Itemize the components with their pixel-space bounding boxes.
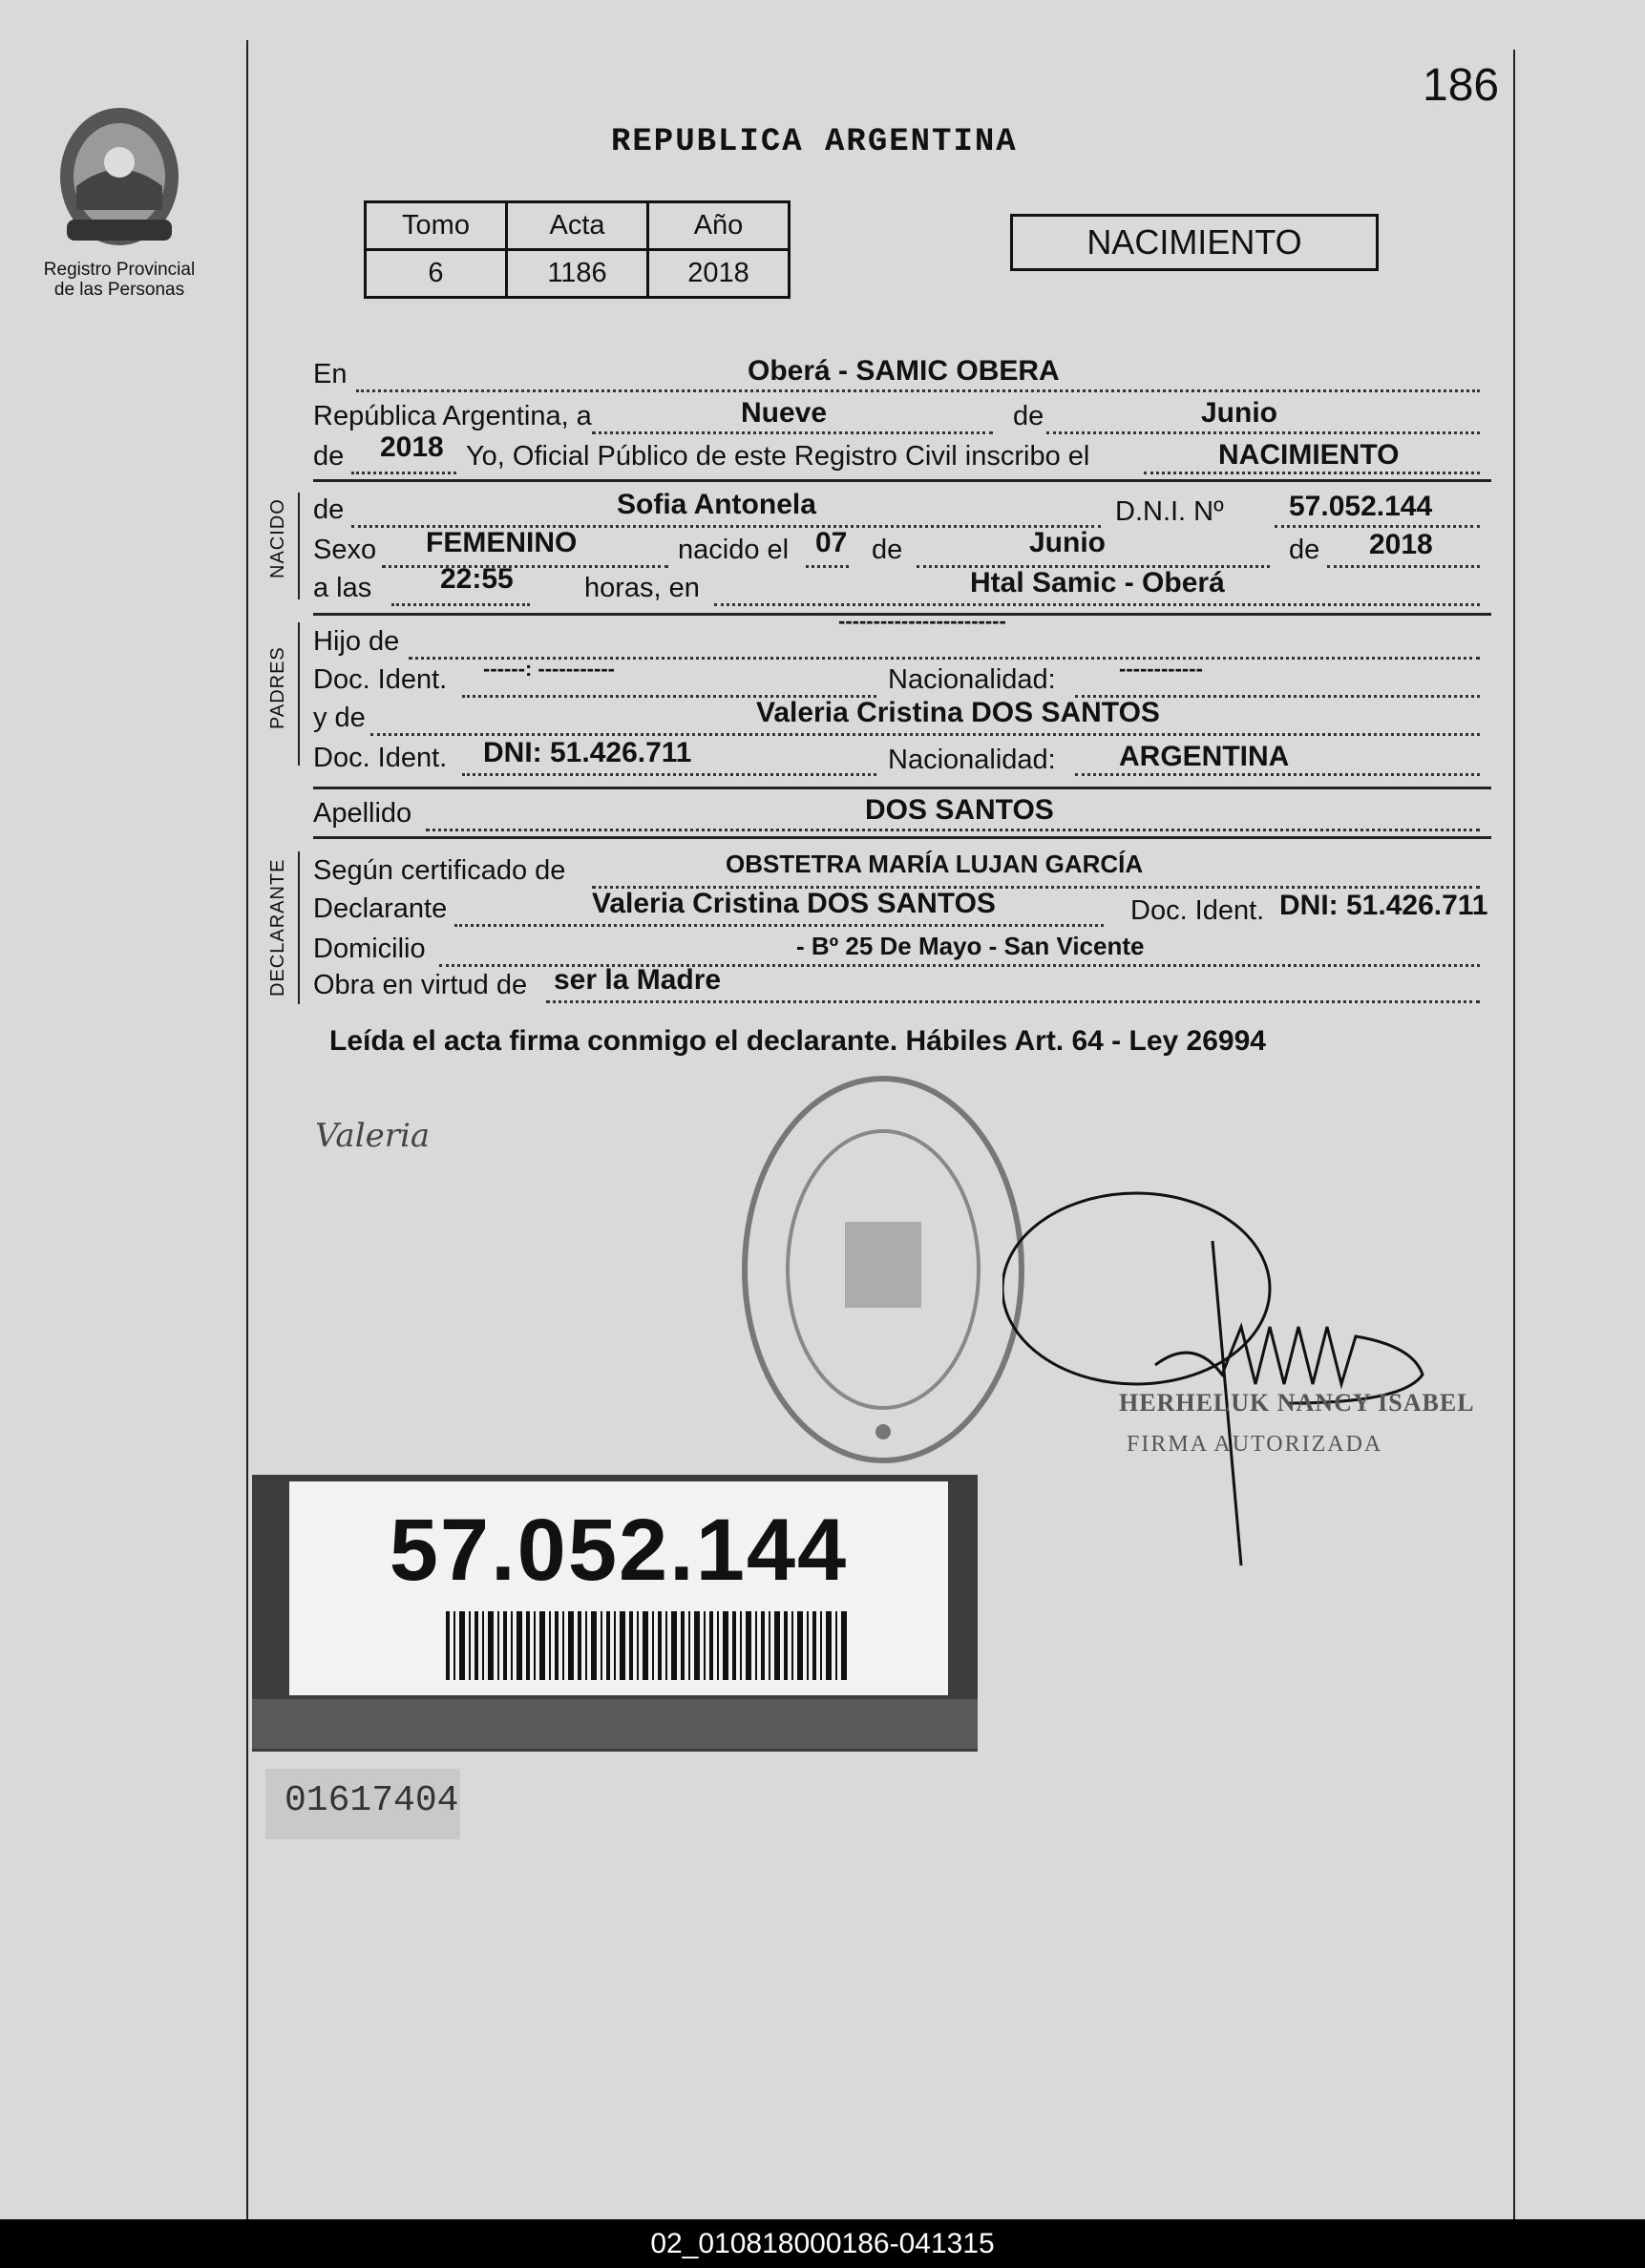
value-madre: Valeria Cristina DOS SANTOS <box>756 697 1160 728</box>
dni-label-number: 57.052.144 <box>389 1502 849 1599</box>
barcode <box>446 1611 849 1680</box>
value-nac2: ARGENTINA <box>1119 741 1290 772</box>
security-band <box>252 1699 978 1749</box>
dotted-line <box>806 563 849 568</box>
value-nac1: ------------ <box>1119 657 1203 681</box>
value-domicilio: - Bº 25 De Mayo - San Vicente <box>796 932 1145 960</box>
label-de: de <box>1013 401 1044 431</box>
label-alas: a las <box>313 573 372 603</box>
value-doc2: DNI: 51.426.711 <box>483 737 692 768</box>
page-number: 186 <box>1423 60 1500 111</box>
label-apellido: Apellido <box>313 798 412 829</box>
label-doc-declarante: Doc. Ident. <box>1130 895 1265 926</box>
value-segun: OBSTETRA MARÍA LUJAN GARCÍA <box>726 850 1144 878</box>
dotted-line <box>592 430 993 434</box>
value-nac-mes: Junio <box>1029 527 1106 558</box>
divider <box>313 787 1491 789</box>
header-acta: Acta <box>507 202 648 250</box>
left-margin-line <box>246 40 248 2219</box>
dotted-line <box>351 470 456 474</box>
section-bracket <box>298 851 300 1004</box>
section-bracket <box>298 622 300 766</box>
value-sexo: FEMENINO <box>426 527 578 558</box>
label-de-mes: de <box>872 535 903 565</box>
label-republica: República Argentina, a <box>313 401 592 431</box>
label-segun: Según certificado de <box>313 855 566 886</box>
scan-footer-id: 02_010818000186-041315 <box>0 2219 1645 2268</box>
header-tomo: Tomo <box>366 202 507 250</box>
value-apellido: DOS SANTOS <box>865 794 1054 826</box>
value-doc3: DNI: 51.426.711 <box>1279 890 1488 921</box>
label-de-nombre: de <box>313 494 345 525</box>
dotted-line <box>1327 563 1480 568</box>
authorized-signature <box>1002 1184 1442 1585</box>
dotted-line <box>546 998 1480 1003</box>
label-horas: horas, en <box>584 573 700 603</box>
value-acta: 1186 <box>507 250 648 298</box>
dotted-line <box>356 388 1480 392</box>
value-tomo: 6 <box>366 250 507 298</box>
dotted-line <box>370 731 1480 736</box>
label-yde: y de <box>313 703 366 733</box>
label-nacionalidad: Nacionalidad: <box>888 745 1056 775</box>
closing-statement: Leída el acta firma conmigo el declarante. Hábiles Art. 64 - Ley 26994 <box>329 1025 1266 1057</box>
act-type-box: NACIMIENTO <box>1010 214 1379 271</box>
issuer-caption: Registro Provincial de las Personas <box>43 260 196 300</box>
document-title: REPUBLICA ARGENTINA <box>611 124 1018 160</box>
label-en: En <box>313 359 348 389</box>
value-doc1: ------: ----------- <box>483 657 615 681</box>
value-nac-anio: 2018 <box>1369 529 1433 560</box>
value-dni: 57.052.144 <box>1289 491 1433 522</box>
dotted-line <box>382 563 668 568</box>
dotted-line <box>462 771 876 776</box>
declarant-signature: Valeria <box>315 1117 431 1155</box>
label-hijo: Hijo de <box>313 626 400 657</box>
dotted-line <box>426 827 1480 831</box>
official-stamp <box>735 1069 1031 1470</box>
section-nacido: NACIDO <box>267 498 288 578</box>
signer-name: HERHELUK NANCY ISABEL <box>1119 1389 1475 1417</box>
value-dia: Nueve <box>741 397 828 429</box>
label-yo: Yo, Oficial Público de este Registro Civil inscribo el <box>466 441 1090 472</box>
dotted-line <box>1046 430 1480 434</box>
label-domicilio: Domicilio <box>313 934 426 964</box>
section-padres: PADRES <box>267 646 288 729</box>
divider <box>313 836 1491 839</box>
province-seal-logo <box>48 95 191 258</box>
section-declarante: DECLARANTE <box>267 858 288 997</box>
label-nacido: nacido el <box>678 535 790 565</box>
label-obra: Obra en virtud de <box>313 970 528 1000</box>
dotted-line <box>714 601 1480 606</box>
section-bracket <box>298 493 300 599</box>
dotted-line <box>391 601 530 606</box>
label-de-anio: de <box>313 441 345 472</box>
label-de-anio2: de <box>1289 535 1320 565</box>
value-obra: ser la Madre <box>554 964 722 996</box>
signer-role: FIRMA AUTORIZADA <box>1127 1432 1383 1457</box>
header-anio: Año <box>648 202 790 250</box>
value-declarante: Valeria Cristina DOS SANTOS <box>592 888 996 919</box>
label-nacionalidad: Nacionalidad: <box>888 664 1056 695</box>
label-doc: Doc. Ident. <box>313 664 448 695</box>
label-dni: D.N.I. Nº <box>1115 496 1224 527</box>
right-margin-line <box>1513 50 1515 2219</box>
value-en: Oberá - SAMIC OBERA <box>748 355 1060 387</box>
serial-number: 01617404 <box>285 1780 459 1821</box>
value-nombre: Sofia Antonela <box>617 489 816 520</box>
label-declarante: Declarante <box>313 893 448 924</box>
value-anio: 2018 <box>380 431 444 463</box>
value-nac-dia: 07 <box>815 527 848 558</box>
registry-table <box>364 200 791 299</box>
divider <box>313 479 1491 482</box>
label-sexo: Sexo <box>313 535 377 565</box>
value-mes: Junio <box>1201 397 1277 429</box>
value-lugar: Htal Samic - Oberá <box>970 567 1225 598</box>
dotted-line <box>1275 523 1480 528</box>
value-inscribo: NACIMIENTO <box>1218 439 1400 471</box>
value-hijo: ------------------------ <box>838 609 1006 633</box>
dotted-line <box>454 922 1104 927</box>
label-doc: Doc. Ident. <box>313 743 448 773</box>
value-anio: 2018 <box>648 250 790 298</box>
value-hora: 22:55 <box>440 563 514 595</box>
